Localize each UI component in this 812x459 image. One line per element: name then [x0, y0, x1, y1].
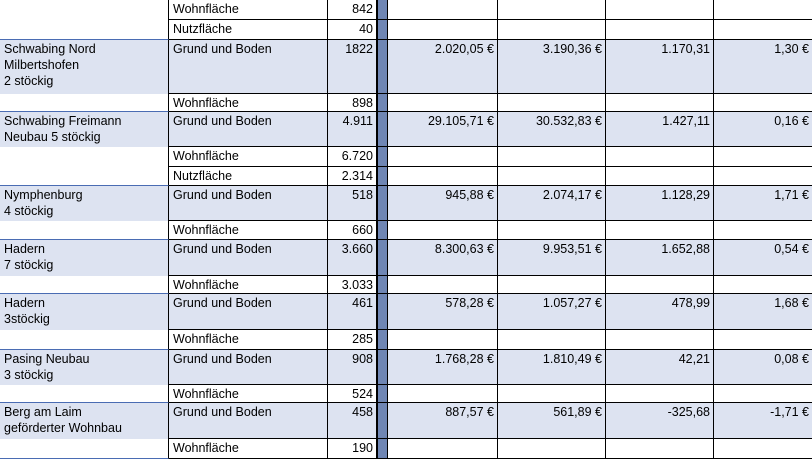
- type-cell: Grund und Boden: [169, 403, 328, 439]
- area-cell: 1822: [328, 40, 377, 94]
- difference-cell: 1.128,29: [606, 186, 714, 221]
- per-sqm-cell: 0,54 €: [714, 240, 812, 276]
- value-old-cell: [388, 94, 498, 112]
- per-sqm-cell: [714, 330, 812, 350]
- location-cell: Nymphenburg 4 stöckig: [0, 186, 169, 221]
- per-sqm-cell: [714, 20, 812, 40]
- value-new-cell: [498, 439, 606, 459]
- location-cell: [0, 330, 169, 350]
- value-new-cell: 3.190,36 €: [498, 40, 606, 94]
- area-cell: 6.720: [328, 147, 377, 167]
- value-new-cell: 2.074,17 €: [498, 186, 606, 221]
- area-cell: 190: [328, 439, 377, 459]
- location-cell: [0, 385, 169, 403]
- type-cell: Grund und Boden: [169, 186, 328, 221]
- separator-column: [377, 350, 388, 385]
- value-new-cell: [498, 330, 606, 350]
- area-cell: 4.911: [328, 112, 377, 147]
- table-row: [0, 221, 812, 240]
- value-old-cell: [388, 0, 498, 20]
- location-cell: [0, 276, 169, 294]
- table-row: [0, 439, 812, 459]
- value-old-cell: 887,57 €: [388, 403, 498, 439]
- per-sqm-cell: 0,08 €: [714, 350, 812, 385]
- type-cell: Wohnfläche: [169, 330, 328, 350]
- value-old-cell: [388, 439, 498, 459]
- difference-cell: [606, 439, 714, 459]
- per-sqm-cell: [714, 276, 812, 294]
- table-row: [0, 40, 812, 94]
- table-row: [0, 186, 812, 221]
- area-cell: 3.033: [328, 276, 377, 294]
- difference-cell: [606, 94, 714, 112]
- separator-column: [377, 385, 388, 403]
- type-cell: Wohnfläche: [169, 0, 328, 20]
- value-new-cell: [498, 221, 606, 240]
- location-cell: [0, 94, 169, 112]
- separator-column: [377, 186, 388, 221]
- location-cell: Schwabing Freimann Neubau 5 stöckig: [0, 112, 169, 147]
- value-old-cell: [388, 276, 498, 294]
- type-cell: Grund und Boden: [169, 40, 328, 94]
- table-row: [0, 240, 812, 276]
- value-old-cell: [388, 330, 498, 350]
- location-cell: [0, 0, 169, 20]
- table-row: [0, 94, 812, 112]
- area-cell: 524: [328, 385, 377, 403]
- separator-column: [377, 147, 388, 167]
- per-sqm-cell: 0,16 €: [714, 112, 812, 147]
- type-cell: Wohnfläche: [169, 385, 328, 403]
- difference-cell: [606, 0, 714, 20]
- difference-cell: [606, 221, 714, 240]
- value-new-cell: [498, 385, 606, 403]
- value-new-cell: [498, 0, 606, 20]
- type-cell: Wohnfläche: [169, 147, 328, 167]
- table-row: [0, 112, 812, 147]
- location-cell: Hadern 7 stöckig: [0, 240, 169, 276]
- per-sqm-cell: [714, 167, 812, 186]
- value-new-cell: [498, 20, 606, 40]
- per-sqm-cell: [714, 221, 812, 240]
- separator-column: [377, 330, 388, 350]
- per-sqm-cell: 1,30 €: [714, 40, 812, 94]
- separator-column: [377, 167, 388, 186]
- table-row: [0, 350, 812, 385]
- separator-column: [377, 294, 388, 330]
- difference-cell: [606, 20, 714, 40]
- area-cell: 660: [328, 221, 377, 240]
- separator-column: [377, 40, 388, 94]
- location-cell: Hadern 3stöckig: [0, 294, 169, 330]
- per-sqm-cell: 1,71 €: [714, 186, 812, 221]
- area-cell: 898: [328, 94, 377, 112]
- difference-cell: 1.652,88: [606, 240, 714, 276]
- difference-cell: 478,99: [606, 294, 714, 330]
- separator-column: [377, 221, 388, 240]
- value-old-cell: [388, 167, 498, 186]
- difference-cell: [606, 385, 714, 403]
- separator-column: [377, 439, 388, 459]
- location-cell: Schwabing Nord Milbertshofen 2 stöckig: [0, 40, 169, 94]
- value-old-cell: 2.020,05 €: [388, 40, 498, 94]
- table-row: [0, 385, 812, 403]
- type-cell: Grund und Boden: [169, 350, 328, 385]
- type-cell: Grund und Boden: [169, 240, 328, 276]
- per-sqm-cell: [714, 0, 812, 20]
- per-sqm-cell: [714, 147, 812, 167]
- difference-cell: [606, 167, 714, 186]
- type-cell: Nutzfläche: [169, 20, 328, 40]
- difference-cell: [606, 330, 714, 350]
- value-new-cell: [498, 167, 606, 186]
- table-row: [0, 276, 812, 294]
- value-old-cell: 8.300,63 €: [388, 240, 498, 276]
- area-cell: 3.660: [328, 240, 377, 276]
- table-row: [0, 330, 812, 350]
- value-old-cell: 945,88 €: [388, 186, 498, 221]
- value-old-cell: [388, 20, 498, 40]
- difference-cell: -325,68: [606, 403, 714, 439]
- table-row: [0, 294, 812, 330]
- type-cell: Grund und Boden: [169, 294, 328, 330]
- difference-cell: [606, 147, 714, 167]
- area-cell: 458: [328, 403, 377, 439]
- value-new-cell: [498, 276, 606, 294]
- type-cell: Wohnfläche: [169, 439, 328, 459]
- separator-column: [377, 276, 388, 294]
- difference-cell: 1.170,31: [606, 40, 714, 94]
- difference-cell: 42,21: [606, 350, 714, 385]
- table-row: [0, 167, 812, 186]
- value-old-cell: 1.768,28 €: [388, 350, 498, 385]
- location-cell: [0, 439, 169, 459]
- area-cell: 2.314: [328, 167, 377, 186]
- location-cell: [0, 221, 169, 240]
- value-new-cell: [498, 147, 606, 167]
- difference-cell: [606, 276, 714, 294]
- value-new-cell: 1.810,49 €: [498, 350, 606, 385]
- separator-column: [377, 0, 388, 20]
- value-new-cell: 1.057,27 €: [498, 294, 606, 330]
- table-row: [0, 147, 812, 167]
- per-sqm-cell: [714, 94, 812, 112]
- type-cell: Wohnfläche: [169, 276, 328, 294]
- value-old-cell: [388, 147, 498, 167]
- difference-cell: 1.427,11: [606, 112, 714, 147]
- location-cell: Berg am Laim geförderter Wohnbau: [0, 403, 169, 439]
- per-sqm-cell: [714, 385, 812, 403]
- separator-column: [377, 112, 388, 147]
- location-cell: [0, 147, 169, 167]
- location-cell: Pasing Neubau 3 stöckig: [0, 350, 169, 385]
- value-new-cell: 9.953,51 €: [498, 240, 606, 276]
- table-row: [0, 0, 812, 20]
- area-cell: 285: [328, 330, 377, 350]
- per-sqm-cell: 1,68 €: [714, 294, 812, 330]
- type-cell: Wohnfläche: [169, 221, 328, 240]
- type-cell: Nutzfläche: [169, 167, 328, 186]
- location-cell: [0, 167, 169, 186]
- area-cell: 518: [328, 186, 377, 221]
- separator-column: [377, 94, 388, 112]
- value-new-cell: [498, 94, 606, 112]
- per-sqm-cell: -1,71 €: [714, 403, 812, 439]
- type-cell: Grund und Boden: [169, 112, 328, 147]
- value-old-cell: 578,28 €: [388, 294, 498, 330]
- area-cell: 40: [328, 20, 377, 40]
- area-cell: 842: [328, 0, 377, 20]
- value-old-cell: 29.105,71 €: [388, 112, 498, 147]
- table-row: [0, 403, 812, 439]
- value-new-cell: 30.532,83 €: [498, 112, 606, 147]
- value-old-cell: [388, 385, 498, 403]
- location-cell: [0, 20, 169, 40]
- separator-column: [377, 240, 388, 276]
- type-cell: Wohnfläche: [169, 94, 328, 112]
- value-old-cell: [388, 221, 498, 240]
- separator-column: [377, 20, 388, 40]
- area-cell: 908: [328, 350, 377, 385]
- per-sqm-cell: [714, 439, 812, 459]
- table-row: [0, 20, 812, 40]
- separator-column: [377, 403, 388, 439]
- value-new-cell: 561,89 €: [498, 403, 606, 439]
- area-cell: 461: [328, 294, 377, 330]
